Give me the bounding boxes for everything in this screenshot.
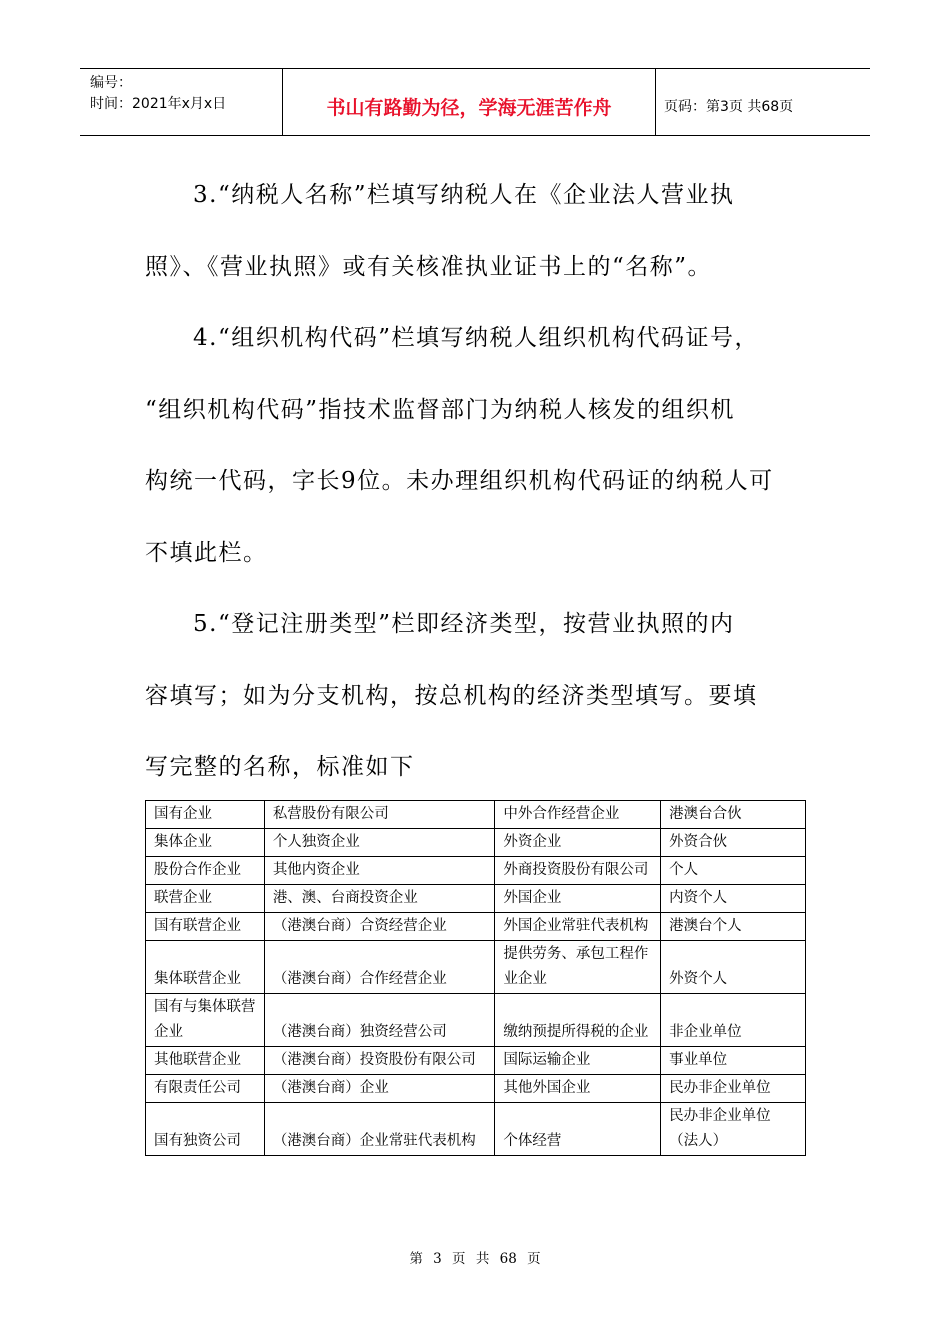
table-cell: 缴纳预提所得税的企业 (495, 994, 661, 1047)
text-line: 不填此栏。 (145, 539, 268, 566)
text-line: 5.“登记注册类型”栏即经济类型，按营业执照的内 (193, 611, 735, 637)
table-cell: 国有与集体联营企业 (146, 994, 265, 1047)
page-header (80, 68, 870, 136)
table-cell: 非企业单位 (661, 994, 806, 1047)
footer-ye: 页 (527, 1251, 541, 1267)
table-cell: 联营企业 (146, 885, 265, 913)
text-line: 照》、《营业执照》或有关核准执业证书上的“名称”。 (145, 253, 713, 280)
table-cell: 其他联营企业 (146, 1047, 265, 1075)
table-cell: 提供劳务、承包工程作业企业 (495, 941, 661, 994)
table-cell: 国有独资公司 (146, 1103, 265, 1156)
footer-total-pages: 68 (499, 1251, 517, 1267)
table-cell: 外资合伙 (661, 829, 806, 857)
table-cell: 内资个人 (661, 885, 806, 913)
table-cell: （港澳台商）企业 (264, 1075, 495, 1103)
table-cell: 私营股份有限公司 (264, 801, 495, 829)
table-cell: 外商投资股份有限公司 (495, 857, 661, 885)
table-cell: 外资企业 (495, 829, 661, 857)
paragraph-taxpayer-name (145, 160, 810, 303)
table-cell: 集体企业 (146, 829, 265, 857)
registration-type-table (145, 800, 806, 1156)
table-row (146, 941, 806, 994)
table-cell: 民办非企业单位 (661, 1075, 806, 1103)
page-footer (0, 1247, 950, 1267)
header-page-info: 页码：第3页 共68页 (664, 99, 794, 115)
table-row (146, 857, 806, 885)
table-cell: （港澳台商）企业常驻代表机构 (264, 1103, 495, 1156)
document-body (145, 160, 810, 804)
header-meta (80, 69, 283, 135)
table-cell: 国际运输企业 (495, 1047, 661, 1075)
table-cell: 个人 (661, 857, 806, 885)
table-row (146, 885, 806, 913)
footer-page-number: 3 (433, 1251, 442, 1267)
table-cell: 港澳台个人 (661, 913, 806, 941)
table-cell: 港澳台合伙 (661, 801, 806, 829)
document-time-label: 时间：2021年x月x日 (90, 96, 227, 112)
text-line: 3.“纳税人名称”栏填写纳税人在《企业法人营业执 (193, 182, 735, 208)
footer-gong: 共 (475, 1251, 490, 1267)
paragraph-organization-code (145, 303, 810, 589)
table-cell: 外国企业 (495, 885, 661, 913)
table-cell: 其他外国企业 (495, 1075, 661, 1103)
text-line: 4.“组织机构代码”栏填写纳税人组织机构代码证号， (193, 325, 759, 351)
table-row (146, 1075, 806, 1103)
table-cell: （港澳台商）合资经营企业 (264, 913, 495, 941)
text-line: 构统一代码，字长9位。未办理组织机构代码证的纳税人可 (145, 468, 774, 494)
table-row (146, 913, 806, 941)
table-cell: 个体经营 (495, 1103, 661, 1156)
table-row (146, 801, 806, 829)
table-row (146, 994, 806, 1047)
table-row (146, 1103, 806, 1156)
table-cell: 外资个人 (661, 941, 806, 994)
table-row (146, 829, 806, 857)
text-line: 容填写；如为分支机构，按总机构的经济类型填写。要填 (145, 682, 758, 709)
table-cell: 其他内资企业 (264, 857, 495, 885)
document-number-label: 编号： (90, 75, 132, 91)
table-cell: 国有联营企业 (146, 913, 265, 941)
table-cell: （港澳台商）合作经营企业 (264, 941, 495, 994)
table-cell: 有限责任公司 (146, 1075, 265, 1103)
table-cell: 集体联营企业 (146, 941, 265, 994)
table-cell: （港澳台商）独资经营公司 (264, 994, 495, 1047)
paragraph-registration-type (145, 589, 810, 804)
table-cell: 中外合作经营企业 (495, 801, 661, 829)
text-line: 写完整的名称，标准如下 (145, 754, 415, 780)
table-row (146, 1047, 806, 1075)
footer-ye: 页 (452, 1251, 466, 1267)
table-cell: （港澳台商）投资股份有限公司 (264, 1047, 495, 1075)
table-cell: 民办非企业单位（法人） (661, 1103, 806, 1156)
footer-di: 第 (409, 1251, 423, 1267)
text-line: “组织机构代码”指技术监督部门为纳税人核发的组织机 (145, 396, 736, 423)
table-cell: 国有企业 (146, 801, 265, 829)
table-cell: 事业单位 (661, 1047, 806, 1075)
table-cell: 港、澳、台商投资企业 (264, 885, 495, 913)
header-motto: 书山有路勤为径，学海无涯苦作舟 (283, 69, 656, 135)
table-cell: 个人独资企业 (264, 829, 495, 857)
table-cell: 股份合作企业 (146, 857, 265, 885)
table-cell: 外国企业常驻代表机构 (495, 913, 661, 941)
